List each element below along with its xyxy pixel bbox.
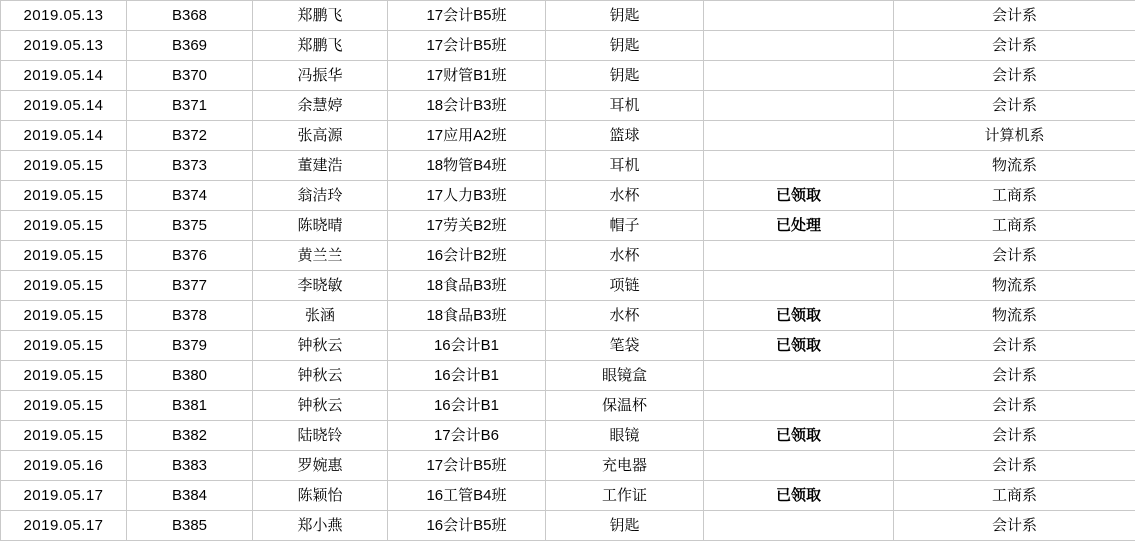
cell-name: 陈晓晴 [253, 211, 388, 241]
cell-status: 已领取 [704, 331, 894, 361]
cell-status [704, 241, 894, 271]
cell-receipt-no: B373 [127, 151, 253, 181]
cell-status [704, 151, 894, 181]
cell-date: 2019.05.15 [1, 181, 127, 211]
table-row [1, 1, 1135, 31]
cell-date: 2019.05.15 [1, 211, 127, 241]
cell-class: 16工管B4班 [388, 481, 546, 511]
cell-department: 会计系 [894, 421, 1135, 451]
cell-name: 钟秋云 [253, 391, 388, 421]
table-row [1, 331, 1135, 361]
cell-item: 笔袋 [546, 331, 704, 361]
cell-item: 耳机 [546, 151, 704, 181]
cell-class: 17财管B1班 [388, 61, 546, 91]
cell-date: 2019.05.15 [1, 391, 127, 421]
cell-class: 16会计B1 [388, 391, 546, 421]
cell-item: 钥匙 [546, 511, 704, 541]
cell-name: 陈颖怡 [253, 481, 388, 511]
cell-date: 2019.05.15 [1, 421, 127, 451]
cell-class: 16会计B1 [388, 331, 546, 361]
cell-status: 已领取 [704, 421, 894, 451]
cell-date: 2019.05.15 [1, 241, 127, 271]
table-row [1, 481, 1135, 511]
cell-status [704, 271, 894, 301]
cell-status [704, 31, 894, 61]
cell-date: 2019.05.15 [1, 271, 127, 301]
cell-receipt-no: B369 [127, 31, 253, 61]
cell-department: 计算机系 [894, 121, 1135, 151]
cell-status [704, 121, 894, 151]
cell-date: 2019.05.14 [1, 91, 127, 121]
cell-department: 工商系 [894, 181, 1135, 211]
table-row [1, 91, 1135, 121]
cell-receipt-no: B377 [127, 271, 253, 301]
table-row [1, 361, 1135, 391]
cell-department: 会计系 [894, 451, 1135, 481]
cell-receipt-no: B378 [127, 301, 253, 331]
cell-name: 李晓敏 [253, 271, 388, 301]
cell-class: 17会计B5班 [388, 451, 546, 481]
cell-item: 耳机 [546, 91, 704, 121]
table-row [1, 421, 1135, 451]
cell-department: 会计系 [894, 391, 1135, 421]
cell-class: 18食品B3班 [388, 301, 546, 331]
cell-class: 18食品B3班 [388, 271, 546, 301]
cell-name: 黄兰兰 [253, 241, 388, 271]
cell-department: 物流系 [894, 271, 1135, 301]
cell-status [704, 61, 894, 91]
table-row [1, 31, 1135, 61]
cell-department: 会计系 [894, 61, 1135, 91]
cell-class: 17会计B5班 [388, 31, 546, 61]
cell-status [704, 511, 894, 541]
table-row [1, 241, 1135, 271]
cell-item: 眼镜盒 [546, 361, 704, 391]
cell-name: 翁洁玲 [253, 181, 388, 211]
cell-status: 已领取 [704, 481, 894, 511]
cell-date: 2019.05.17 [1, 511, 127, 541]
cell-class: 17人力B3班 [388, 181, 546, 211]
cell-name: 郑鹏飞 [253, 31, 388, 61]
cell-name: 董建浩 [253, 151, 388, 181]
cell-item: 水杯 [546, 181, 704, 211]
cell-receipt-no: B372 [127, 121, 253, 151]
cell-class: 16会计B2班 [388, 241, 546, 271]
cell-department: 会计系 [894, 31, 1135, 61]
cell-department: 物流系 [894, 301, 1135, 331]
cell-class: 17会计B5班 [388, 1, 546, 31]
cell-department: 会计系 [894, 91, 1135, 121]
table-row [1, 511, 1135, 541]
cell-class: 18会计B3班 [388, 91, 546, 121]
cell-name: 钟秋云 [253, 361, 388, 391]
cell-date: 2019.05.13 [1, 1, 127, 31]
cell-name: 余慧婷 [253, 91, 388, 121]
cell-receipt-no: B368 [127, 1, 253, 31]
cell-receipt-no: B380 [127, 361, 253, 391]
table-row [1, 121, 1135, 151]
cell-receipt-no: B381 [127, 391, 253, 421]
cell-department: 物流系 [894, 151, 1135, 181]
cell-date: 2019.05.17 [1, 481, 127, 511]
cell-name: 冯振华 [253, 61, 388, 91]
cell-item: 帽子 [546, 211, 704, 241]
cell-name: 郑小燕 [253, 511, 388, 541]
cell-class: 17会计B6 [388, 421, 546, 451]
cell-status: 已领取 [704, 181, 894, 211]
cell-department: 会计系 [894, 511, 1135, 541]
cell-department: 会计系 [894, 1, 1135, 31]
table-body [1, 1, 1135, 541]
table-row [1, 271, 1135, 301]
cell-receipt-no: B376 [127, 241, 253, 271]
cell-item: 水杯 [546, 241, 704, 271]
cell-receipt-no: B370 [127, 61, 253, 91]
cell-date: 2019.05.15 [1, 301, 127, 331]
cell-date: 2019.05.15 [1, 331, 127, 361]
cell-item: 充电器 [546, 451, 704, 481]
cell-class: 16会计B1 [388, 361, 546, 391]
cell-status [704, 1, 894, 31]
cell-receipt-no: B379 [127, 331, 253, 361]
cell-department: 会计系 [894, 241, 1135, 271]
table-row [1, 151, 1135, 181]
cell-class: 17应用A2班 [388, 121, 546, 151]
cell-item: 水杯 [546, 301, 704, 331]
table-row [1, 391, 1135, 421]
table-row [1, 301, 1135, 331]
cell-department: 工商系 [894, 481, 1135, 511]
cell-class: 18物管B4班 [388, 151, 546, 181]
cell-date: 2019.05.15 [1, 151, 127, 181]
cell-date: 2019.05.15 [1, 361, 127, 391]
cell-department: 会计系 [894, 331, 1135, 361]
cell-item: 钥匙 [546, 31, 704, 61]
table-row [1, 211, 1135, 241]
cell-date: 2019.05.14 [1, 121, 127, 151]
cell-item: 钥匙 [546, 1, 704, 31]
cell-name: 陆晓铃 [253, 421, 388, 451]
cell-department: 工商系 [894, 211, 1135, 241]
cell-department: 会计系 [894, 361, 1135, 391]
cell-receipt-no: B371 [127, 91, 253, 121]
cell-date: 2019.05.14 [1, 61, 127, 91]
cell-item: 眼镜 [546, 421, 704, 451]
cell-status: 已处理 [704, 211, 894, 241]
cell-receipt-no: B374 [127, 181, 253, 211]
cell-item: 项链 [546, 271, 704, 301]
cell-name: 张高源 [253, 121, 388, 151]
cell-date: 2019.05.16 [1, 451, 127, 481]
table-row [1, 181, 1135, 211]
cell-status: 已领取 [704, 301, 894, 331]
cell-class: 16会计B5班 [388, 511, 546, 541]
table-row [1, 451, 1135, 481]
cell-receipt-no: B383 [127, 451, 253, 481]
cell-status [704, 451, 894, 481]
cell-date: 2019.05.13 [1, 31, 127, 61]
cell-item: 钥匙 [546, 61, 704, 91]
cell-name: 钟秋云 [253, 331, 388, 361]
cell-receipt-no: B375 [127, 211, 253, 241]
cell-receipt-no: B382 [127, 421, 253, 451]
cell-status [704, 391, 894, 421]
cell-receipt-no: B385 [127, 511, 253, 541]
cell-name: 罗婉惠 [253, 451, 388, 481]
cell-name: 郑鹏飞 [253, 1, 388, 31]
table-row [1, 61, 1135, 91]
cell-receipt-no: B384 [127, 481, 253, 511]
cell-item: 工作证 [546, 481, 704, 511]
cell-item: 保温杯 [546, 391, 704, 421]
cell-status [704, 361, 894, 391]
cell-item: 篮球 [546, 121, 704, 151]
cell-class: 17劳关B2班 [388, 211, 546, 241]
cell-status [704, 91, 894, 121]
cell-name: 张涵 [253, 301, 388, 331]
